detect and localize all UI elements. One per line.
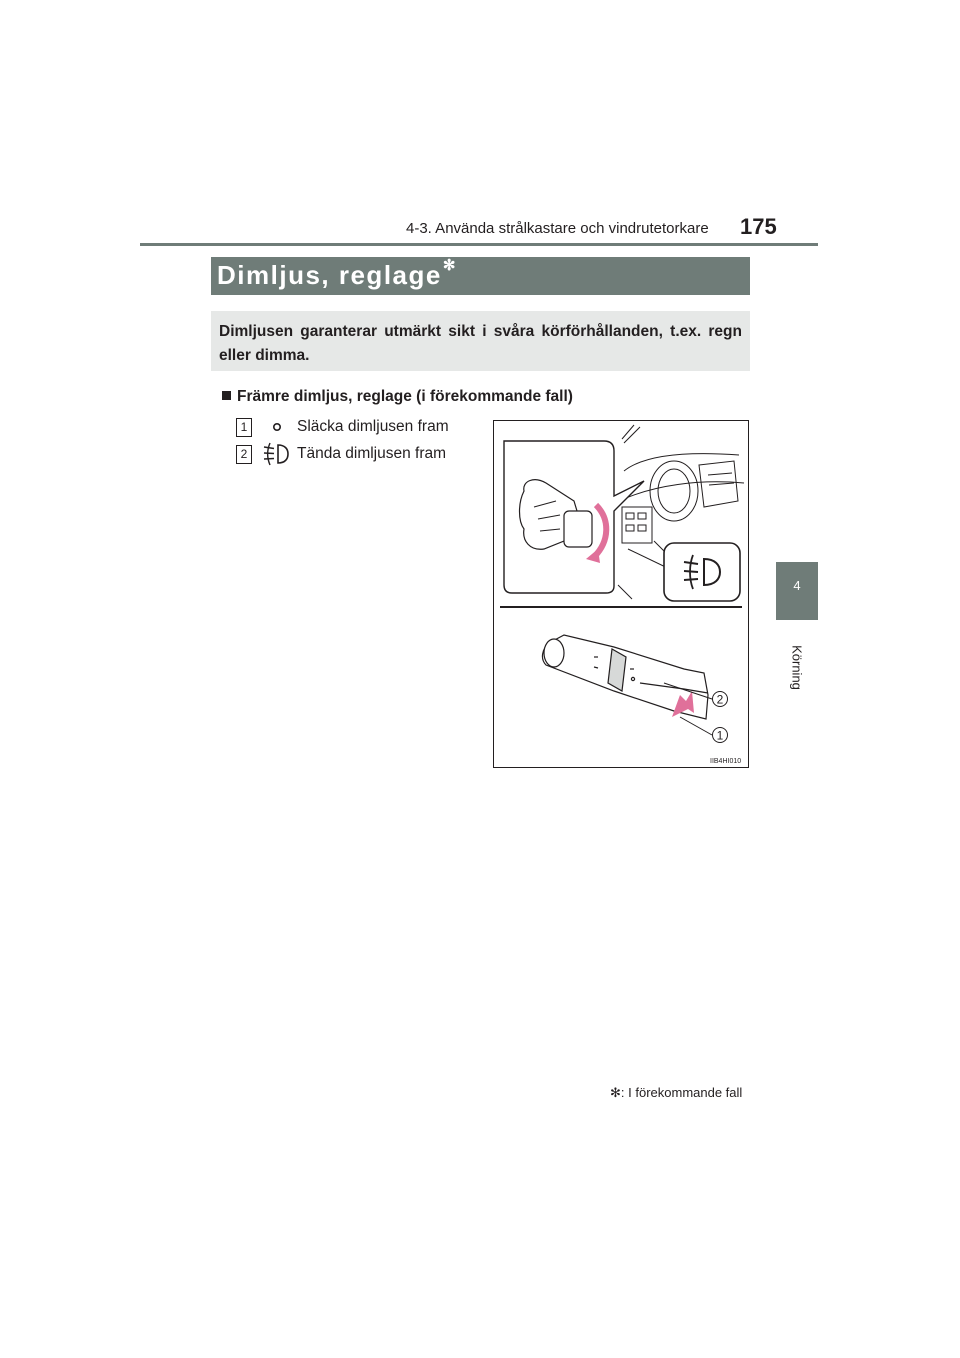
footnote-text: : I förekommande fall xyxy=(620,1085,743,1100)
item-number-2: 2 xyxy=(236,445,252,464)
item-label-1: Släcka dimljusen fram xyxy=(297,418,449,435)
fog-light-switch-illustration xyxy=(493,420,749,768)
intro-text: Dimljusen garanterar utmärkt sikt i svåra körförhållanden, t.ex. regn eller dimma. xyxy=(219,323,742,364)
square-bullet-icon xyxy=(222,391,231,400)
item-number-1: 1 xyxy=(236,418,252,437)
header-section-title: 4-3. Använda strålkastare och vindrutetorkare xyxy=(406,220,709,237)
zoom-callout xyxy=(504,441,644,593)
section-heading-text: Främre dimljus, reglage (i förekommande fall) xyxy=(237,388,573,405)
section-heading xyxy=(222,388,573,406)
intro-box xyxy=(211,311,750,371)
front-fog-light-icon xyxy=(258,441,294,472)
chapter-label: Körning xyxy=(789,645,805,690)
callout-number-2: 2 xyxy=(716,692,724,707)
footnote xyxy=(610,1085,742,1101)
title-marker: ✻ xyxy=(442,257,457,274)
header-rule xyxy=(140,243,818,246)
footnote-marker: ✻ xyxy=(610,1085,621,1100)
callout-number-1: 1 xyxy=(716,728,724,743)
chapter-number: 4 xyxy=(793,578,801,593)
page-title xyxy=(217,257,457,291)
page-title-text: Dimljus, reglage xyxy=(217,260,442,290)
fog-light-symbol-callout xyxy=(628,543,740,601)
page-number: 175 xyxy=(740,214,777,239)
item-label-2: Tända dimljusen fram xyxy=(297,445,447,462)
title-bar xyxy=(211,257,750,295)
figure-code: IIB4HI010 xyxy=(710,758,742,765)
